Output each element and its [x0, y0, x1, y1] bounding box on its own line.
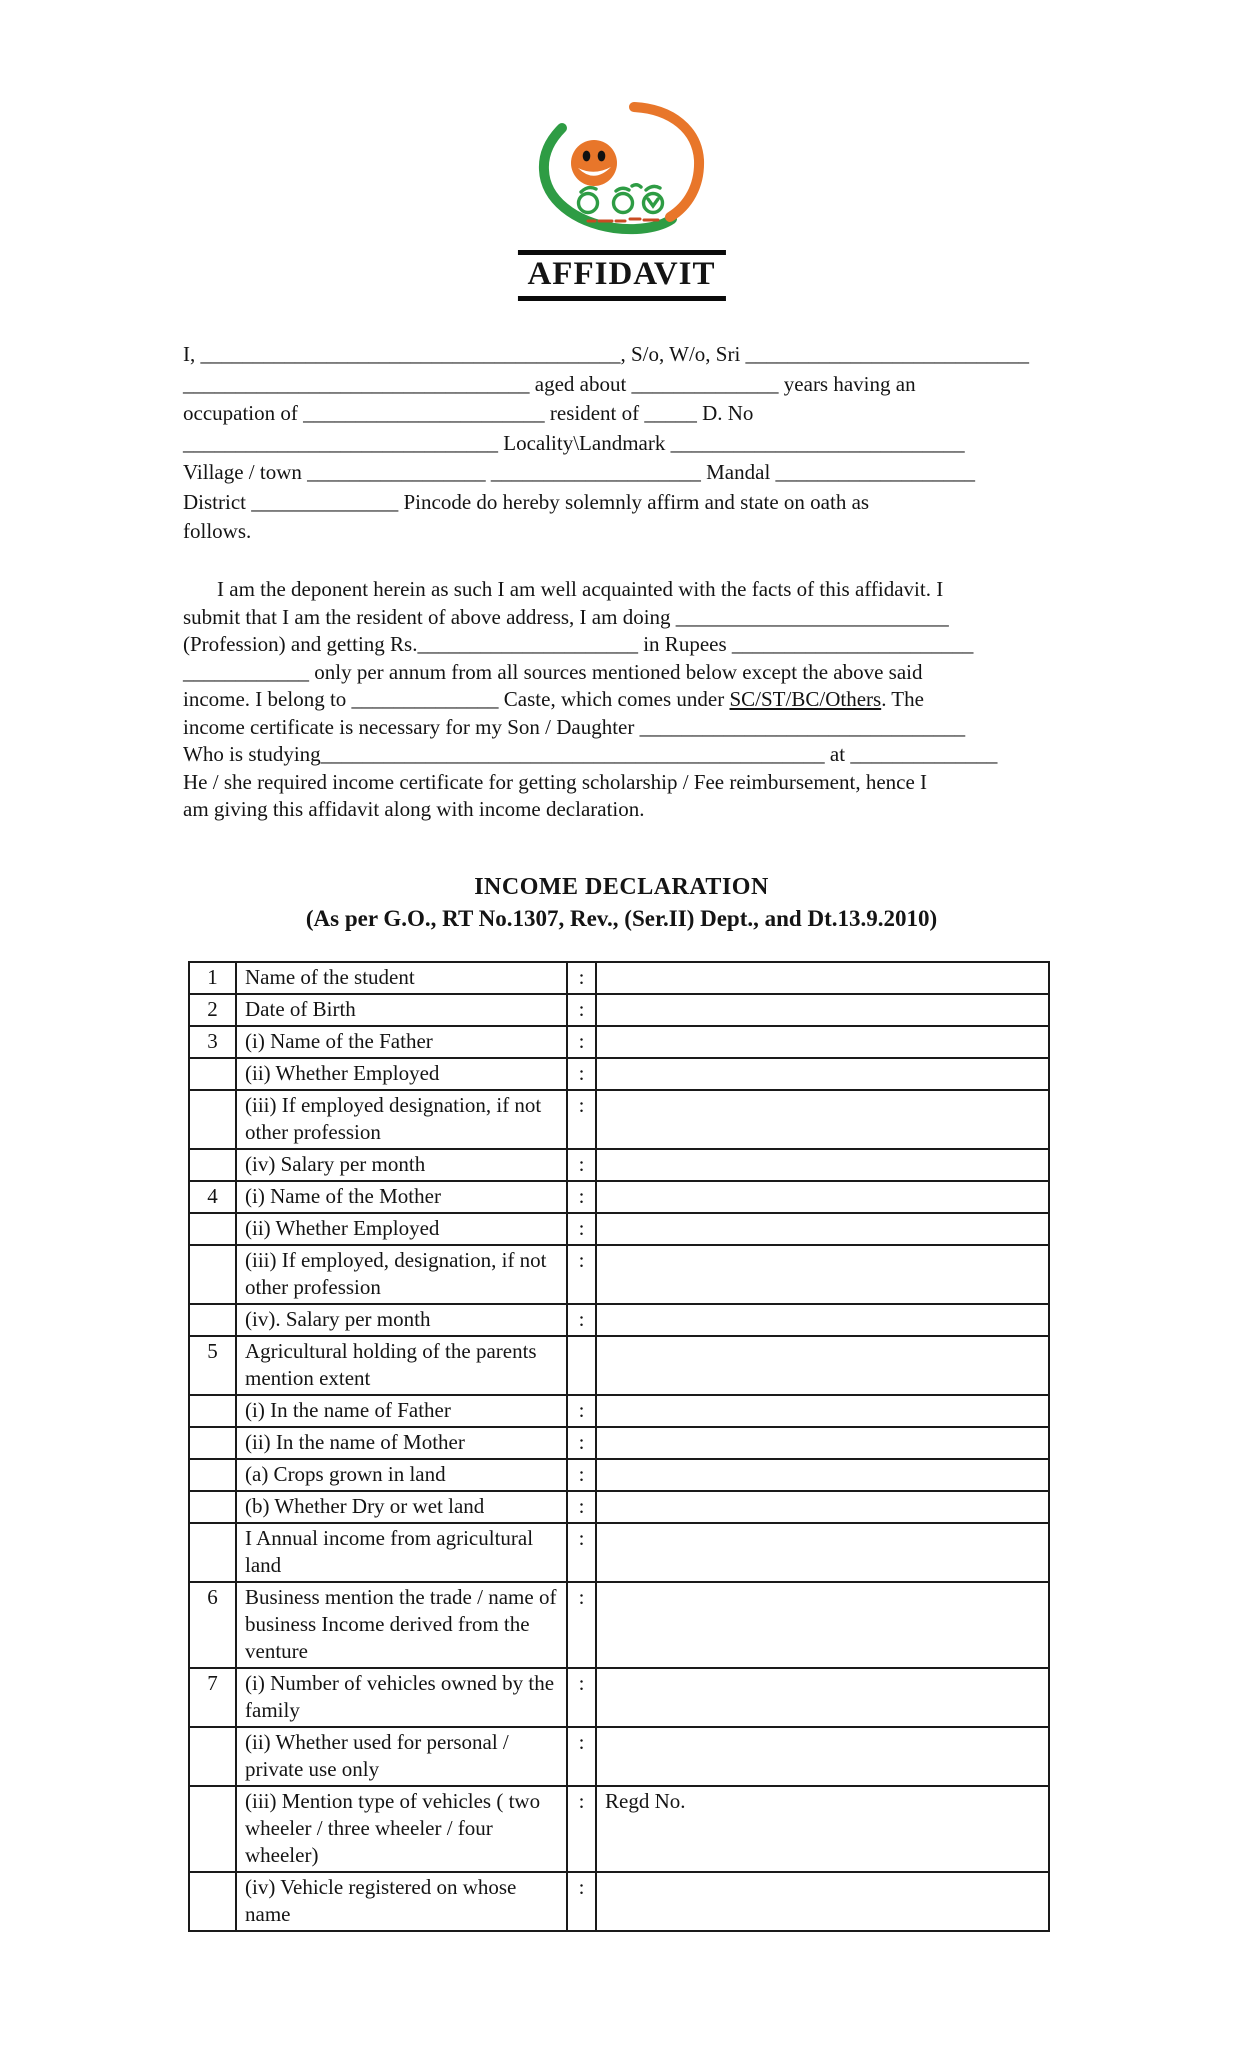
particulars-cell: (ii) In the name of Mother	[236, 1427, 567, 1459]
particulars-cell: (b) Whether Dry or wet land	[236, 1491, 567, 1523]
row-number-cell: 4	[189, 1181, 236, 1213]
paragraph-line: ______________________________ Locality\Landmark ____________________________	[183, 430, 965, 455]
table-row	[189, 1582, 1049, 1668]
table-row	[189, 1491, 1049, 1523]
table-row	[189, 962, 1049, 994]
row-number-cell: 7	[189, 1668, 236, 1727]
table-row	[189, 1026, 1049, 1058]
logo-tagline	[588, 219, 658, 221]
colon-cell: :	[567, 1427, 596, 1459]
table-row	[189, 1336, 1049, 1395]
table-row	[189, 1668, 1049, 1727]
value-cell	[596, 1213, 1049, 1245]
colon-cell: :	[567, 1491, 596, 1523]
caste-line-prefix: income. I belong to ______________ Caste, which comes under	[183, 687, 730, 711]
row-number-cell	[189, 1149, 236, 1181]
paragraph-line: I, ________________________________________, S/o, W/o, Sri ___________________________	[183, 342, 1030, 366]
value-cell	[596, 1336, 1049, 1395]
particulars-cell: (ii) Whether Employed	[236, 1213, 567, 1245]
paragraph-line: He / she required income certificate for getting scholarship / Fee reimbursement, hence I	[183, 769, 928, 794]
particulars-cell: (iii) If employed, designation, if not other profession	[236, 1245, 567, 1304]
particulars-cell: Date of Birth	[236, 994, 567, 1026]
row-number-cell	[189, 1872, 236, 1931]
table-row	[189, 1181, 1049, 1213]
particulars-cell: (iii) Mention type of vehicles ( two wheeler / three wheeler / four wheeler)	[236, 1786, 567, 1872]
value-cell	[596, 1026, 1049, 1058]
table-row	[189, 1395, 1049, 1427]
table-row	[189, 1872, 1049, 1931]
colon-cell: :	[567, 962, 596, 994]
row-number-cell: 5	[189, 1336, 236, 1395]
colon-cell: :	[567, 1582, 596, 1668]
paragraph-line: Village / town _________________ ____________________ Mandal ___________________	[183, 460, 976, 484]
particulars-cell: Name of the student	[236, 962, 567, 994]
paragraph-line: follows.	[183, 519, 252, 543]
value-cell	[596, 1872, 1049, 1931]
colon-cell: :	[567, 1304, 596, 1336]
row-number-cell	[189, 1304, 236, 1336]
colon-cell: :	[567, 1149, 596, 1181]
row-number-cell	[189, 1395, 236, 1427]
colon-cell: :	[567, 1245, 596, 1304]
mee-seva-logo-graphic	[522, 102, 722, 250]
caste-options-underlined: SC/ST/BC/Others	[729, 687, 882, 711]
particulars-cell: (i) Number of vehicles owned by the family	[236, 1668, 567, 1727]
table-row	[189, 1786, 1049, 1872]
smiley-face-icon	[571, 140, 617, 186]
colon-cell: :	[567, 1090, 596, 1149]
table-row	[189, 1727, 1049, 1786]
value-cell	[596, 1668, 1049, 1727]
paragraph-line: am giving this affidavit along with income declaration.	[183, 797, 645, 821]
value-cell	[596, 1245, 1049, 1304]
page-title: AFFIDAVIT	[517, 250, 725, 301]
paragraph-line: submit that I am the resident of above address, I am doing __________________________	[183, 604, 949, 629]
value-cell: Regd No.	[596, 1786, 1049, 1872]
colon-cell: :	[567, 1395, 596, 1427]
particulars-cell: I Annual income from agricultural land	[236, 1523, 567, 1582]
mee-seva-logo	[522, 102, 722, 255]
value-cell	[596, 1395, 1049, 1427]
particulars-cell: (ii) Whether used for personal / private use only	[236, 1727, 567, 1786]
particulars-cell: (iv). Salary per month	[236, 1304, 567, 1336]
colon-cell: :	[567, 1727, 596, 1786]
paragraph-1	[183, 340, 1073, 547]
table-row	[189, 1058, 1049, 1090]
declaration-subheading: (As per G.O., RT No.1307, Rev., (Ser.II) Dept., and Dt.13.9.2010)	[305, 906, 938, 931]
particulars-cell: (i) Name of the Father	[236, 1026, 567, 1058]
particulars-cell: (i) In the name of Father	[236, 1395, 567, 1427]
colon-cell: :	[567, 1459, 596, 1491]
colon-cell: :	[567, 1872, 596, 1931]
paragraph-line: ____________ only per annum from all sources mentioned below except the above said	[183, 659, 923, 684]
row-number-cell	[189, 1727, 236, 1786]
paragraph-line: (Profession) and getting Rs._____________________ in Rupees _______________________	[183, 632, 974, 656]
paragraph-line: _________________________________ aged about ______________ years having an	[183, 371, 916, 396]
declaration-heading-block	[0, 872, 1243, 934]
logo-telugu-text	[578, 185, 662, 213]
particulars-cell: Business mention the trade / name of business Income derived from the venture	[236, 1582, 567, 1668]
colon-cell: :	[567, 1523, 596, 1582]
colon-cell	[567, 1336, 596, 1395]
declaration-heading: INCOME DECLARATION	[474, 874, 769, 900]
value-cell	[596, 1090, 1049, 1149]
paragraph-line: Who is studying________________________________________________ at ______________	[183, 742, 998, 766]
row-number-cell: 1	[189, 962, 236, 994]
value-cell	[596, 962, 1049, 994]
table-row	[189, 1427, 1049, 1459]
value-cell	[596, 1181, 1049, 1213]
particulars-cell: (ii) Whether Employed	[236, 1058, 567, 1090]
paragraph-line: District ______________ Pincode do hereby solemnly affirm and state on oath as	[183, 489, 870, 514]
table-row	[189, 1090, 1049, 1149]
particulars-cell: (iv) Vehicle registered on whose name	[236, 1872, 567, 1931]
value-cell	[596, 1727, 1049, 1786]
particulars-cell: Agricultural holding of the parents mention extent	[236, 1336, 567, 1395]
colon-cell: :	[567, 1058, 596, 1090]
value-cell	[596, 1582, 1049, 1668]
caste-line-suffix: . The	[881, 687, 924, 711]
table-row	[189, 1304, 1049, 1336]
table-row	[189, 1523, 1049, 1582]
particulars-cell: (iii) If employed designation, if not other profession	[236, 1090, 567, 1149]
paragraph-line: occupation of _______________________ resident of _____ D. No	[183, 401, 754, 425]
particulars-cell: (iv) Salary per month	[236, 1149, 567, 1181]
table-row	[189, 994, 1049, 1026]
colon-cell: :	[567, 1181, 596, 1213]
paragraph-2	[183, 576, 1073, 824]
row-number-cell	[189, 1523, 236, 1582]
value-cell	[596, 1523, 1049, 1582]
value-cell	[596, 1427, 1049, 1459]
colon-cell: :	[567, 1026, 596, 1058]
row-number-cell	[189, 1427, 236, 1459]
row-number-cell	[189, 1090, 236, 1149]
value-cell	[596, 994, 1049, 1026]
income-declaration-table	[188, 961, 1050, 1932]
paragraph-line	[183, 686, 1073, 714]
particulars-cell: (i) Name of the Mother	[236, 1181, 567, 1213]
row-number-cell	[189, 1491, 236, 1523]
value-cell	[596, 1149, 1049, 1181]
row-number-cell	[189, 1213, 236, 1245]
value-cell	[596, 1058, 1049, 1090]
paragraph-line: I am the deponent herein as such I am well acquainted with the facts of this affidavit. I	[217, 577, 944, 601]
row-number-cell	[189, 1058, 236, 1090]
table-row	[189, 1213, 1049, 1245]
row-number-cell: 3	[189, 1026, 236, 1058]
value-cell	[596, 1491, 1049, 1523]
row-number-cell: 2	[189, 994, 236, 1026]
declaration-table-body	[189, 962, 1049, 1931]
table-row	[189, 1245, 1049, 1304]
colon-cell: :	[567, 1213, 596, 1245]
colon-cell: :	[567, 1786, 596, 1872]
colon-cell: :	[567, 1668, 596, 1727]
colon-cell: :	[567, 994, 596, 1026]
value-cell	[596, 1459, 1049, 1491]
table-row	[189, 1149, 1049, 1181]
value-cell	[596, 1304, 1049, 1336]
table-row	[189, 1459, 1049, 1491]
row-number-cell	[189, 1459, 236, 1491]
row-number-cell: 6	[189, 1582, 236, 1668]
row-number-cell	[189, 1245, 236, 1304]
paragraph-line: income certificate is necessary for my Son / Daughter _______________________________	[183, 714, 966, 739]
row-number-cell	[189, 1786, 236, 1872]
particulars-cell: (a) Crops grown in land	[236, 1459, 567, 1491]
